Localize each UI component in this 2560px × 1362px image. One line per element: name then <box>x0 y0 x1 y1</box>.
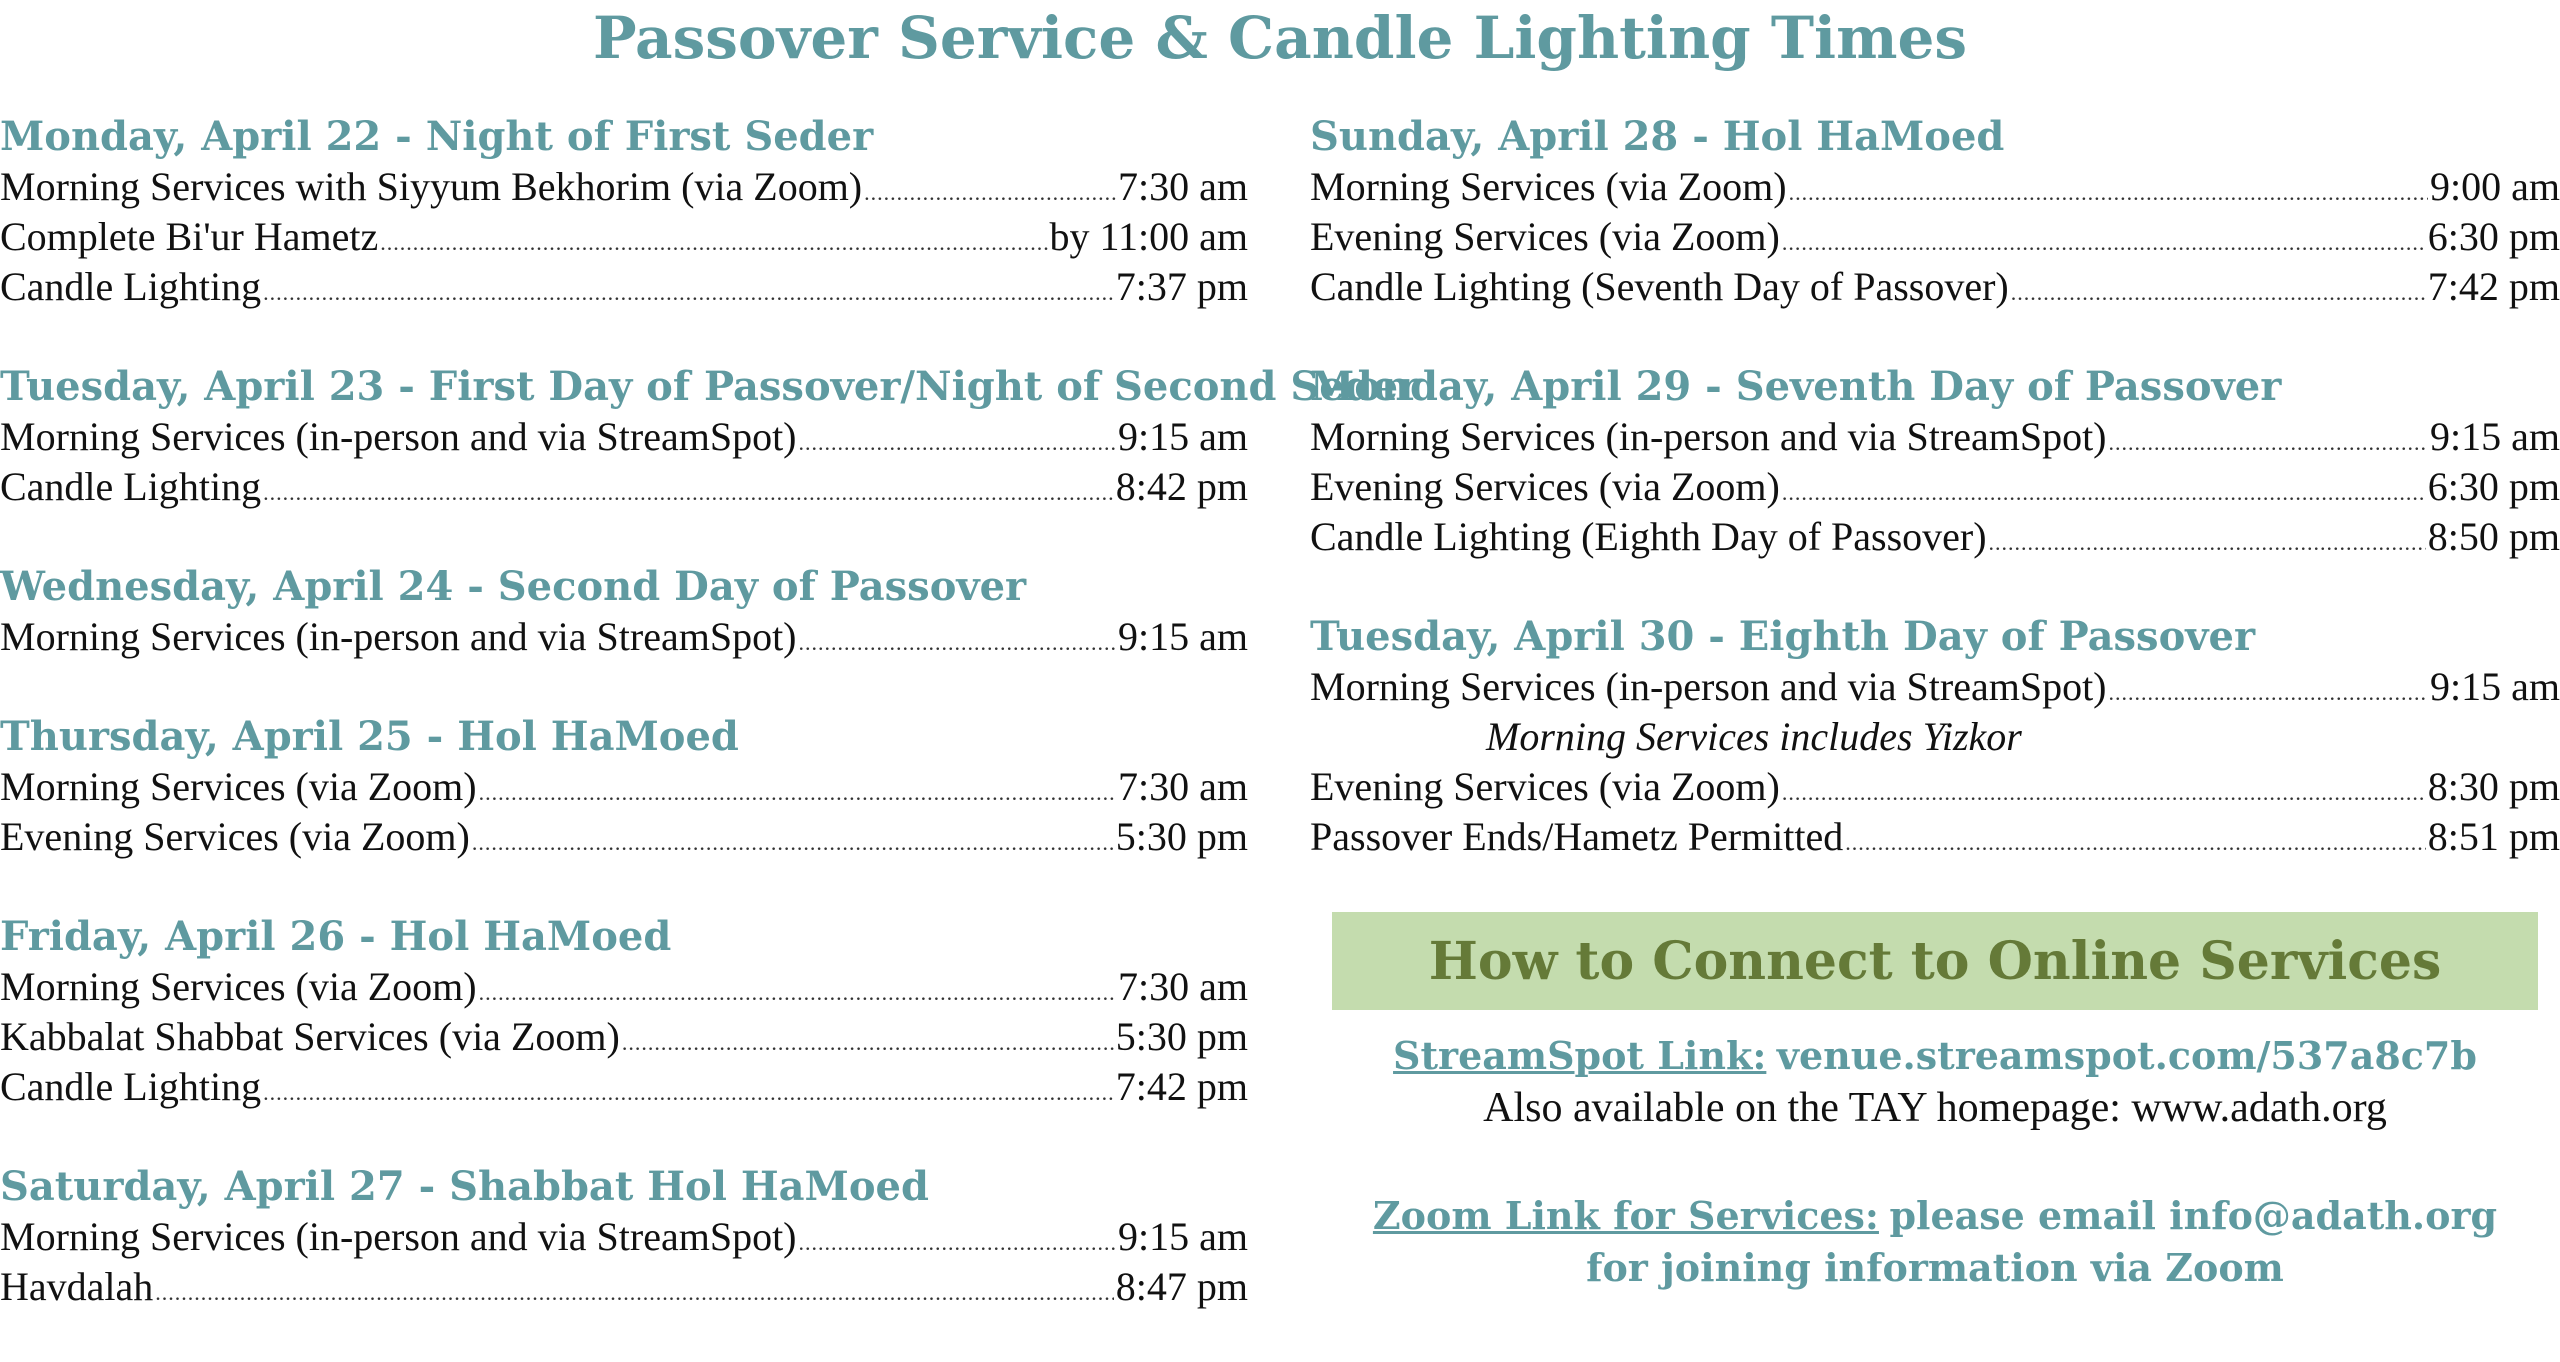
streamspot-line <box>1332 1030 2538 1082</box>
schedule-row <box>1310 462 2560 512</box>
dot-leader <box>263 1068 1114 1118</box>
row-label: Morning Services (in-person and via StreamSpot) <box>1310 414 2107 459</box>
schedule-row <box>0 162 1248 212</box>
row-time: 7:30 am <box>1118 764 1248 809</box>
streamspot-label: StreamSpot Link: <box>1393 1033 1767 1078</box>
schedule-row <box>0 812 1248 862</box>
dot-leader <box>479 768 1116 818</box>
schedule-row <box>1310 262 2560 312</box>
schedule-row <box>0 1212 1248 1262</box>
schedule-row <box>0 462 1248 512</box>
dot-leader <box>1845 818 2426 868</box>
dot-leader <box>2011 268 2426 318</box>
day-section <box>1310 112 2560 312</box>
left-column <box>0 112 1420 1362</box>
dot-leader <box>479 968 1116 1018</box>
schedule-row <box>1310 812 2560 862</box>
day-section <box>1310 362 2560 562</box>
row-time: 6:30 pm <box>2427 214 2560 259</box>
schedule-row <box>0 1262 1248 1312</box>
dot-leader <box>799 418 1117 468</box>
row-time: 8:47 pm <box>1115 1264 1248 1309</box>
row-label: Morning Services (in-person and via StreamSpot) <box>0 614 797 659</box>
schedule-row <box>0 762 1248 812</box>
row-time: 5:30 pm <box>1115 1014 1248 1059</box>
dot-leader <box>1789 168 2428 218</box>
dot-leader <box>263 268 1114 318</box>
day-heading: Tuesday, April 30 - Eighth Day of Passover <box>1310 613 2256 660</box>
dot-leader <box>622 1018 1114 1068</box>
row-label: Candle Lighting (Seventh Day of Passover) <box>1310 264 2009 309</box>
dot-leader <box>472 818 1114 868</box>
row-time: 6:30 pm <box>2427 464 2560 509</box>
day-section <box>0 562 1248 662</box>
row-label: Evening Services (via Zoom) <box>1310 464 1780 509</box>
row-label: Morning Services (in-person and via StreamSpot) <box>0 1214 797 1259</box>
zoom-info-text: for joining information via Zoom <box>1586 1245 2284 1290</box>
row-label: Candle Lighting (Eighth Day of Passover) <box>1310 514 1987 559</box>
connect-panel <box>1332 912 2538 1294</box>
row-label: Morning Services (via Zoom) <box>1310 164 1787 209</box>
row-label: Morning Services (via Zoom) <box>0 964 477 1009</box>
schedule-row <box>1310 512 2560 562</box>
day-section <box>1310 612 2560 862</box>
schedule-row <box>1310 162 2560 212</box>
day-heading: Saturday, April 27 - Shabbat Hol HaMoed <box>0 1163 929 1210</box>
row-time: 7:37 pm <box>1115 264 1248 309</box>
row-label: Candle Lighting <box>0 464 262 509</box>
day-section <box>0 362 1420 512</box>
page-title: Passover Service & Candle Lighting Times <box>592 4 1968 72</box>
day-section <box>0 912 1248 1112</box>
row-time: 5:30 pm <box>1115 814 1248 859</box>
row-time: 8:30 pm <box>2427 764 2560 809</box>
schedule-row <box>0 962 1248 1012</box>
dot-leader <box>155 1268 1114 1318</box>
schedule-row <box>0 1062 1248 1112</box>
connect-title: How to Connect to Online Services <box>1428 930 2442 992</box>
row-time: 9:15 am <box>1118 614 1248 659</box>
row-label: Morning Services with Siyyum Bekhorim (via Zoom) <box>0 164 863 209</box>
homepage-line: Also available on the TAY homepage: www.adath.org <box>1483 1085 2387 1131</box>
schedule-row <box>1310 762 2560 812</box>
row-label: Morning Services (via Zoom) <box>0 764 477 809</box>
row-label: Evening Services (via Zoom) <box>1310 214 1780 259</box>
day-heading: Monday, April 29 - Seventh Day of Passover <box>1310 363 2282 410</box>
dot-leader <box>799 1218 1117 1268</box>
row-time: 8:50 pm <box>2427 514 2560 559</box>
row-time: 9:15 am <box>1118 1214 1248 1259</box>
row-time: 9:00 am <box>2430 164 2560 209</box>
row-time: 7:42 pm <box>2427 264 2560 309</box>
day-heading: Monday, April 22 - Night of First Seder <box>0 113 874 160</box>
zoom-label: Zoom Link for Services: <box>1372 1193 1879 1238</box>
day-heading: Thursday, April 25 - Hol HaMoed <box>0 713 739 760</box>
dot-leader <box>1782 768 2426 818</box>
row-label: Passover Ends/Hametz Permitted <box>1310 814 1844 859</box>
dot-leader <box>1782 218 2426 268</box>
row-label: Complete Bi'ur Hametz <box>0 214 379 259</box>
day-section <box>0 1162 1248 1312</box>
schedule-row <box>0 1012 1248 1062</box>
yizkor-note: Morning Services includes Yizkor <box>1486 714 2022 759</box>
zoom-email-text[interactable]: please email info@adath.org <box>1889 1193 2498 1238</box>
row-time: 8:42 pm <box>1115 464 1248 509</box>
connect-banner <box>1332 912 2538 1010</box>
day-section <box>0 712 1248 862</box>
day-heading: Sunday, April 28 - Hol HaMoed <box>1310 113 2005 160</box>
day-heading: Friday, April 26 - Hol HaMoed <box>0 913 672 960</box>
row-time: 9:15 am <box>1118 414 1248 459</box>
dot-leader <box>1782 468 2426 518</box>
schedule-row <box>1310 212 2560 262</box>
dot-leader <box>263 468 1114 518</box>
dot-leader <box>380 218 1047 268</box>
right-column <box>1310 112 2560 912</box>
schedule-row <box>1310 662 2560 712</box>
zoom-line-2 <box>1332 1242 2538 1294</box>
row-time: 9:15 am <box>2430 414 2560 459</box>
dot-leader <box>799 618 1117 668</box>
row-time: 7:30 am <box>1118 164 1248 209</box>
day-section <box>0 112 1248 312</box>
schedule-row <box>0 212 1248 262</box>
row-time: 9:15 am <box>2430 664 2560 709</box>
schedule-row <box>0 612 1248 662</box>
row-label: Evening Services (via Zoom) <box>0 814 470 859</box>
row-label: Morning Services (in-person and via StreamSpot) <box>0 414 797 459</box>
row-label: Morning Services (in-person and via StreamSpot) <box>1310 664 2107 709</box>
row-label: Evening Services (via Zoom) <box>1310 764 1780 809</box>
row-label: Kabbalat Shabbat Services (via Zoom) <box>0 1014 620 1059</box>
row-label: Havdalah <box>0 1264 154 1309</box>
day-heading: Wednesday, April 24 - Second Day of Passover <box>0 563 1027 610</box>
dot-leader <box>864 168 1116 218</box>
schedule-row <box>0 412 1248 462</box>
row-time: 8:51 pm <box>2427 814 2560 859</box>
dot-leader <box>2109 668 2429 718</box>
day-heading: Tuesday, April 23 - First Day of Passover/Night of Second Seder <box>0 363 1420 410</box>
schedule-row <box>1310 412 2560 462</box>
row-time: 7:30 am <box>1118 964 1248 1009</box>
schedule-row <box>0 262 1248 312</box>
row-time: by 11:00 am <box>1049 214 1248 259</box>
row-label: Candle Lighting <box>0 264 262 309</box>
row-label: Candle Lighting <box>0 1064 262 1109</box>
row-time: 7:42 pm <box>1115 1064 1248 1109</box>
zoom-line <box>1332 1190 2538 1242</box>
dot-leader <box>2109 418 2429 468</box>
streamspot-link[interactable]: venue.streamspot.com/537a8c7b <box>1776 1033 2477 1078</box>
dot-leader <box>1989 518 2426 568</box>
